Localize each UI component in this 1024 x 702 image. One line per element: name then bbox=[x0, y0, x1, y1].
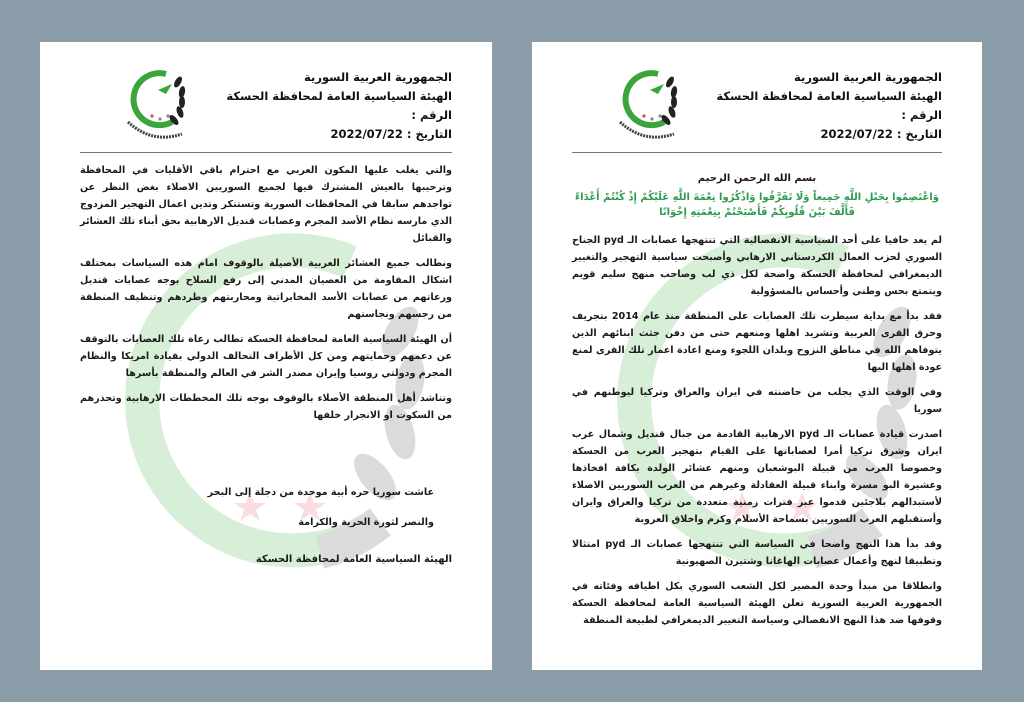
letterhead bbox=[572, 64, 942, 162]
body-paragraph: لم يعد خافيا على أحد السياسية الانفصالية التي تنتهجها عصابات الـ pyd الجناح السوري لحزب العمال الكردستاني الارهابي وأصبحت سياسية التهجير والتغيير الديمغرافي لمحافظة الحسكة واضحة لكل ذي لب وصاحب منهج سليم قويم ويتمتع بحس وطني وأحساس بالمسؤولية bbox=[572, 235, 943, 297]
header-divider bbox=[572, 152, 942, 153]
body-paragraph: فقد بدأ مع بداية سيطرت تلك العصابات على المنطقة منذ عام 2014 بتجريف وحرق القرى العربية وتشريد اهلها ومنعهم حتى من دفن جثث ابنائهم الذين يتوفاهم الله في مناطق النزوح وبلدان اللجوء ومنع اعادة اعمار تلك القرى لمنع عودة اهلها اليها bbox=[572, 311, 942, 373]
organization-name: الهيئة السياسية العامة لمحافظة الحسكة bbox=[716, 89, 942, 103]
reference-number-label: الرقم : bbox=[411, 108, 452, 122]
document-date: التاريخ : 2022/07/22 bbox=[330, 127, 452, 141]
letter-body bbox=[80, 162, 452, 542]
signature-organization: الهيئة السياسية العامة لمحافظة الحسكة bbox=[255, 554, 452, 565]
country-name: الجمهورية العربية السورية bbox=[794, 70, 942, 84]
organization-name: الهيئة السياسية العامة لمحافظة الحسكة bbox=[226, 89, 452, 103]
body-paragraph: اصدرت قيادة عصابات الـ pyd الارهابية القادمة من جبال قنديل وشمال غرب ايران وشرق تركيا أمرا لعصاباتها على القيام بتهجير العرب من الحسكة وخصوصا العرب من قبيلة البوشعبان ومنهم عشائر الولدة بكافة افخاذها وعشيرة البو مسرة وابناء قبيلة العقادلة وغيرهم من العرب السوريين الاصلاء لأستبدالهم بلاجئين قدموا عبر فترات زمنية متعددة من تركيا والعراق وايران وأستقبلهم العرب السوريين بسماحة الأسلام وكرم واخلاق العروبة bbox=[572, 429, 942, 525]
letterhead-text bbox=[226, 68, 452, 144]
body-paragraph: وقد بدأ هذا النهج واضحا في السياسة التي تنتهجها عصابات الـ pyd امتثالا وتطبيقا لنهج وأعمال عصابات الهاغانا وشتيرن الصهيونية bbox=[572, 539, 942, 567]
reference-number-label: الرقم : bbox=[901, 108, 942, 122]
document-page-1 bbox=[532, 42, 982, 670]
basmala: بسم الله الرحمن الرحيم bbox=[697, 173, 817, 184]
body-paragraph: والتي يغلب عليها المكون العربي مع احترام باقي الأقليات في المحافظة وترحيبها بالعيش المشترك فيها لجميع السوريين الاصلاء بغض النظر عن تواجدهم سابقا في المحافظات السورية وتستنكر وتدين اعمال التهجير المزدوج الذي مارسه نظام الأسد المجرم وعصابات قنديل الارهابية بحق أبناء تلك العشائر والقبائل bbox=[80, 165, 452, 244]
document-date: التاريخ : 2022/07/22 bbox=[820, 127, 942, 141]
country-name: الجمهورية العربية السورية bbox=[304, 70, 452, 84]
letterhead bbox=[80, 64, 452, 162]
body-paragraph: أن الهيئة السياسية العامة لمحافظة الحسكة تطالب رعاة تلك العصابات بالتوقف عن دعمهم وحمايتهم ومن كل الأطراف التحالف الدولي بقيادة امريكا والنظام المجرم ودولتي روسيا وإيران مصدر الشر في العالم والمنطقة بأسرها bbox=[80, 334, 452, 379]
quran-verse: وَاعْتَصِمُوا بِحَبْلِ اللَّهِ جَمِيعاً وَلَا تَفَرَّقُوا وَاذْكُرُوا نِعْمَةَ اللَّهِ عَلَيْكُمْ إِذْ كُنْتُمْ أَعْدَاءً فَأَلَّفَ بَيْنَ قُلُوبِكُمْ فَأَصْبَحْتُمْ بِنِعْمَتِهِ إِخْوَانًا bbox=[575, 192, 939, 218]
crescent-wheat-logo-icon bbox=[122, 64, 196, 146]
closing-slogans bbox=[80, 482, 452, 534]
crescent-wheat-logo-icon bbox=[614, 64, 688, 146]
document-page-2 bbox=[40, 42, 492, 670]
body-paragraph: ونطالب جميع العشائر العربية الأصيلة بالوقوف امام هذه السياسات بمختلف اشكال المقاومة من العصيان المدني إلى رفع السلاح بوجه عصابات قنديل ورعاتهم من عصابات الأسد المخابراتية ومحاربتهم وطردهم وتنظيف المنطقة من رجسهم ونجاستهم bbox=[80, 258, 452, 320]
slogan-line: والنصر لثورة الحرية والكرامة bbox=[298, 517, 434, 528]
body-paragraph: وفي الوقت الذي يجلب من حاضنته في ايران والعراق وتركيا ليوطنهم في سوريا bbox=[572, 387, 942, 415]
letter-body bbox=[572, 162, 942, 637]
body-paragraph: وتناشد أهل المنطقة الأصلاء بالوقوف بوجه تلك المخططات الارهابية وتحذرهم من السكوت او الانجرار خلفها bbox=[80, 393, 452, 421]
header-divider bbox=[80, 152, 452, 153]
slogan-line: عاشت سوريا حره أبية موحدة من دجلة إلى البحر bbox=[207, 487, 434, 498]
letterhead-text bbox=[716, 68, 942, 144]
body-paragraph: وانطلاقا من مبدأ وحدة المصير لكل الشعب السوري بكل اطيافه وفئاته في الجمهورية العربية السورية تعلن الهيئة السياسية العامة لمحافظة الحسكة وقوفها ضد هذا النهج الانفصالي وسياسة التغيير الديمغرافي لطبيعة المنطقة bbox=[572, 581, 942, 626]
